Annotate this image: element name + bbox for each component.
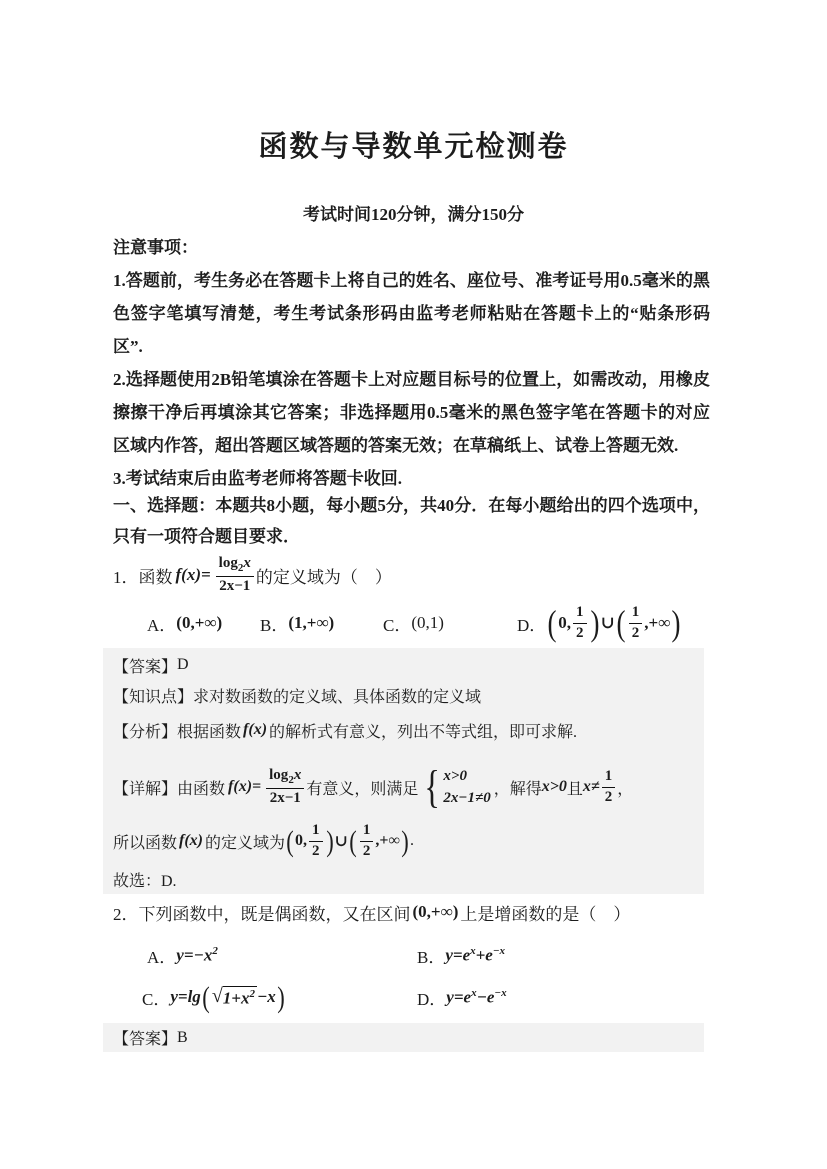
exam-time-subtitle: 考试时间120分钟，满分150分 — [303, 205, 524, 224]
q1-conclusion-fraction-2: 1 2 — [360, 822, 374, 860]
q1-conclusion-pre: 所以函数 — [113, 834, 178, 852]
q1-conclusion-close-paren: ) — [325, 824, 334, 858]
question-1-stem — [113, 552, 710, 598]
q1-detail-pre: 由函数 — [177, 780, 226, 798]
q1-detail-and: 且 — [566, 780, 583, 798]
q1-system-line-2: 2x−1≠0 — [443, 790, 491, 806]
q1-option-b — [260, 598, 334, 648]
q2-option-c-close-paren: ) — [277, 980, 285, 1014]
q1-fx: f(x)= — [175, 565, 211, 584]
q1-analysis-fx: f(x) — [243, 721, 268, 738]
q1-system-line-1: x>0 — [443, 767, 467, 784]
q1-system-brace: { — [424, 761, 441, 813]
q1-option-d-close-paren-2: ) — [671, 602, 681, 643]
q1-analysis-post: 的解析式有意义，列出不等式组，即可求解. — [269, 723, 578, 741]
q2-option-c — [142, 976, 286, 1018]
q1-option-d-close-paren: ) — [590, 602, 600, 643]
q1-fraction — [216, 555, 254, 595]
q1-conclusion-row — [113, 816, 414, 866]
q1-detail-solve: ，解得 — [493, 780, 542, 798]
notice-paragraph-1: 1.答题前，考生务必在答题卡上将自己的姓名、座位号、准考证号用0.5毫米的黑色签字笔填写清楚，考生考试条形码由监考老师粘贴在答题卡上的“贴条形码区”. — [113, 271, 710, 356]
q1-conclusion-infinity: ,+∞ — [375, 832, 400, 849]
q1-conclusion-open-paren: ( — [286, 824, 294, 858]
q1-detail-row — [113, 756, 633, 818]
q1-option-b-label: B． — [260, 615, 289, 635]
q1-detail-fraction: $\frac{\log_2x}{2x-1}$ — [266, 767, 304, 807]
q2-stem-post: 上是增函数的是（ ） — [460, 904, 631, 924]
q1-detail-mid: 有意义，则满足 — [306, 780, 419, 798]
q2-option-b-label: B． — [417, 947, 446, 967]
q1-answer-value: D — [177, 656, 189, 673]
q1-option-b-value: (1,+∞) — [288, 613, 335, 632]
q1-stem-pre: 1．函数 — [113, 567, 173, 587]
q1-option-d-fraction-2: 1 2 — [629, 604, 643, 642]
q2-option-a-value: $y=-x^2$ — [176, 944, 218, 965]
page-title: 函数与导数单元检测卷 — [258, 131, 569, 163]
q2-option-c-open-paren: ( — [202, 980, 210, 1014]
q1-analysis-label: 【分析】 — [113, 723, 178, 741]
q1-detail-label: 【详解】 — [113, 780, 178, 798]
q1-fraction-denominator: 2x−1 — [219, 577, 251, 594]
question-2-options-row-2 — [113, 976, 710, 1018]
q1-detail-x-gt-0: x>0 — [541, 778, 567, 795]
q2-option-d-label: D． — [417, 989, 447, 1009]
notice-paragraph-2: 2.选择题使用2B铅笔填涂在答题卡上对应题目标号的位置上，如需改动，用橡皮擦擦干净后再填涂其它答案；非选择题用0.5毫米的黑色签字笔在答题卡的对应区域内作答，超出答题区域答题的答案无效；在草稿纸上、试卷上答题无效. — [113, 370, 710, 455]
q1-conclusion-union: ∪ — [334, 833, 348, 850]
q2-option-a-label: A． — [147, 947, 177, 967]
q1-option-d-union: ∪ — [600, 613, 615, 632]
question-2-options-row-1 — [113, 939, 710, 971]
q2-answer-label: 【答案】 — [113, 1031, 178, 1048]
q1-option-d-label: D． — [517, 615, 547, 635]
q1-conclusion-fraction-1: 1 2 — [309, 822, 323, 860]
q1-detail-x-neq: x≠ — [582, 778, 600, 795]
q1-detail-half-fraction: 1 2 — [602, 768, 616, 806]
question-1-options — [113, 598, 710, 648]
q1-conclusion-open-paren-2: ( — [349, 824, 357, 858]
q1-option-c-value: (0,1) — [411, 613, 444, 632]
notice-paragraph-3: 3.考试结束后由监考老师将答题卡收回. — [113, 469, 402, 488]
section1-heading: 一、选择题：本题共8小题，每小题5分，共40分．在每小题给出的四个选项中，只有一项符合题目要求． — [113, 496, 710, 546]
q2-answer-row — [113, 1024, 188, 1051]
q1-answer-label: 【答案】 — [113, 658, 178, 676]
q1-knowledge-text: 求对数函数的定义域、具体函数的定义域 — [193, 688, 482, 706]
q1-choose-text: 故选：D. — [113, 872, 177, 890]
q1-answer-row — [113, 652, 189, 678]
q1-option-c — [383, 598, 444, 648]
notices-section — [113, 231, 710, 495]
q1-fraction-numerator: $\log_2x$ — [216, 555, 254, 577]
q2-answer-value: B — [177, 1028, 188, 1046]
q1-system-of-inequalities — [421, 761, 491, 813]
q1-knowledge-row — [113, 682, 481, 708]
q1-option-d-infinity: ,+∞ — [644, 613, 671, 632]
q1-analysis-row — [113, 717, 577, 743]
notice-heading: 注意事项： — [113, 238, 198, 257]
q2-option-c-radical-symbol: √ — [211, 984, 223, 1007]
q1-option-d-open-paren-2: ( — [616, 602, 626, 643]
q2-stem-pre: 2．下列函数中，既是偶函数，又在区间 — [113, 904, 411, 924]
q1-option-a-value: (0,+∞) — [176, 613, 223, 632]
q2-option-d-value: $y=e^x-e^{-x}$ — [446, 986, 507, 1007]
q1-option-c-label: C． — [383, 615, 412, 635]
q2-option-c-label: C． — [142, 989, 171, 1009]
q2-option-b-value: $y=e^x+e^{-x}$ — [445, 944, 506, 965]
q1-conclusion-period: . — [409, 832, 414, 849]
q1-stem-post: 的定义域为（ ） — [255, 567, 392, 587]
q1-option-d-fraction-1: 1 2 — [573, 604, 587, 642]
q1-conclusion-close-paren-2: ) — [401, 824, 409, 858]
q1-conclusion-fx: f(x) — [179, 832, 203, 849]
q1-option-a — [147, 598, 222, 648]
q1-detail-fx: f(x)= — [228, 778, 262, 795]
q1-knowledge-label: 【知识点】 — [113, 688, 194, 706]
q1-answer-block — [103, 648, 704, 894]
q1-option-d — [517, 598, 682, 648]
q2-option-b — [417, 939, 505, 971]
q2-option-d — [417, 976, 507, 1018]
q1-option-d-zero: 0, — [558, 613, 572, 632]
q1-conclusion-zero: 0, — [295, 832, 308, 849]
q1-analysis-pre: 根据函数 — [177, 723, 242, 741]
q2-option-c-tail: −x — [256, 987, 276, 1006]
q1-option-a-label: A． — [147, 615, 177, 635]
q2-answer-block — [103, 1023, 704, 1052]
q2-option-c-radical — [212, 986, 257, 1009]
question-2-stem — [113, 898, 710, 926]
q1-detail-end-comma: ， — [617, 780, 634, 798]
q1-conclusion-mid: 的定义域为 — [205, 834, 286, 852]
q2-option-c-radicand: $1+x^2$ — [222, 987, 255, 1008]
q2-stem-interval: (0,+∞) — [412, 902, 459, 921]
q1-choose-row — [113, 866, 177, 892]
q2-option-c-prefix: y=lg — [170, 987, 201, 1006]
q1-option-d-open-paren: ( — [547, 602, 557, 643]
q2-option-a — [147, 939, 218, 971]
